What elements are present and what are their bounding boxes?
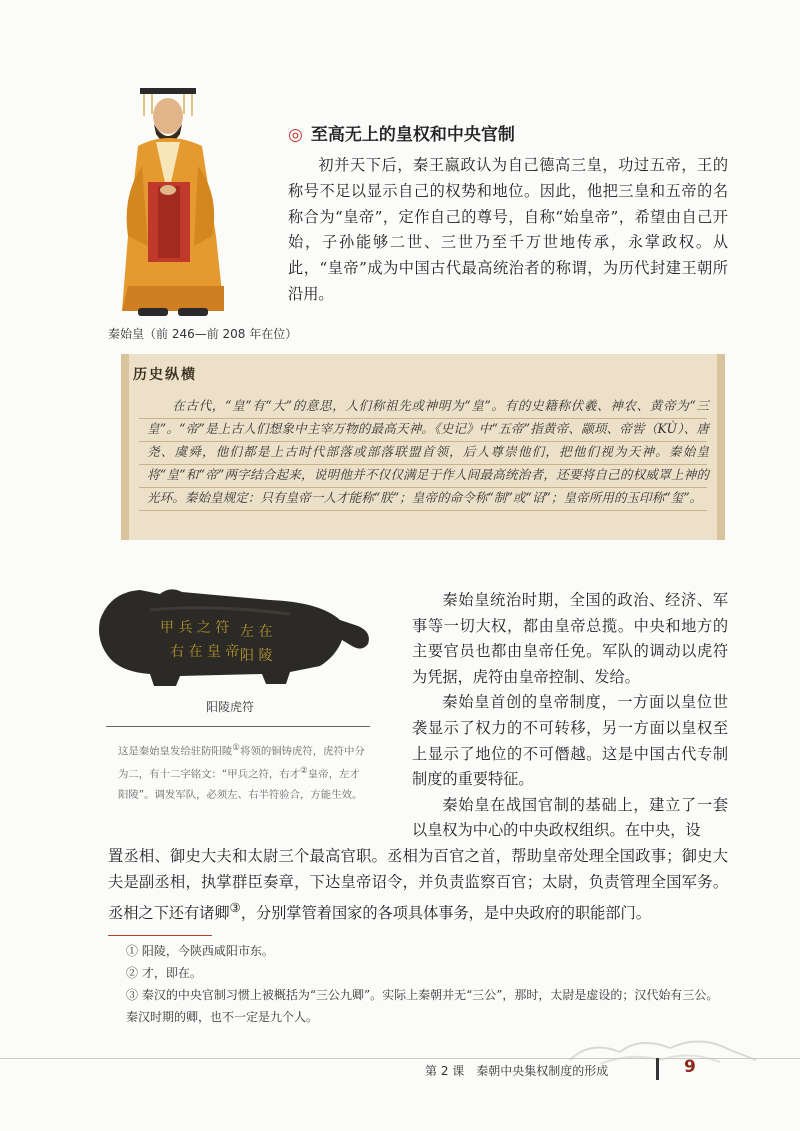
footer-rule [0,1058,800,1059]
footnote-ref: ① [232,743,241,753]
history-sidebar-box [121,354,725,540]
footer-lesson-title: 第 2 课 秦朝中央集权制度的形成 [425,1064,609,1078]
caption-text: 皇帝，左才阳陵”。调发军队，必须左、右半符验合，方能生效。 [118,768,363,801]
tiger-tally-caption [118,738,370,805]
section-title [288,120,515,145]
caption-divider [106,726,370,727]
footnote-ref: ③ [229,900,241,916]
footnote: ② 才，即在。 [126,966,202,980]
svg-text:右 在 皇 帝: 右 在 皇 帝 [170,644,240,660]
footnotes [108,940,730,1028]
footnote-rule [108,935,212,936]
body-text: 置丞相、御史大夫和太尉三个最高官职。丞相为百官之首，帮助皇帝处理全国政事；御史大夫是副丞相，执掌群臣奏章，下达皇帝诏令，并负责监察百官；太尉，负责管理全国军务。丞相之下还有诸卿 [108,847,728,923]
ruled-line [139,510,707,511]
history-box-tag: 历史纵横 [133,367,197,383]
svg-text:左 在: 左 在 [240,624,273,640]
svg-text:甲 兵 之 符: 甲 兵 之 符 [160,620,230,636]
full-width-text [108,844,728,927]
section-bullet-icon: ◎ [288,125,303,145]
page-number: 9 [684,1057,696,1077]
footnote: ③ 秦汉的中央官制习惯上被概括为“三公九卿”。实际上秦朝并无“三公”，那时，太尉是虚设的；汉代始有三公。秦汉时期的卿，也不一定是九个人。 [126,988,719,1024]
caption-text: 这是秦始皇发给驻防阳陵 [118,745,233,758]
history-box-text: 在古代，“皇”有“大”的意思，人们称祖先或神明为“皇”。有的史籍称伏羲、神农、黄帝为“三皇”。“帝”是上古人们想象中主宰万物的最高天神。《史记》中“五帝”指黄帝、颛顼、帝喾（KÙ）、唐尧、虞舜，他们都是上古时代部落或部落联盟首领，后人尊崇他们，把他们视为天神。秦始皇将“皇”和“帝”两字结合起来，说明他并不仅仅满足于作人间最高统治者，还要将自己的权威罩上神的光环。秦始皇规定：只有皇帝一人才能称“朕”；皇帝的命令称“制”或“诏”；皇帝所用的玉印称“玺”。 [147,398,709,505]
body-paragraph: 秦始皇首创的皇帝制度，一方面以皇位世袭显示了权力的不可转移，另一方面以皇权至上显示了地位的不可僭越。这是中国古代专制制度的重要特征。 [412,693,728,789]
box-left-border [121,354,129,540]
right-column-text [412,588,728,844]
intro-paragraph: 初并天下后，秦王嬴政认为自己德高三皇，功过五帝，王的称号不足以显示自己的权势和地位。因此，他把三皇和五帝的名称合为“皇帝”，定作自己的尊号，自称“始皇帝”，希望由自己开始，子孙能够二世、三世乃至千万世地传承，永掌政权。从此，“皇帝”成为中国古代最高统治者的称谓，为历代封建王朝所沿用。 [288,156,728,303]
footer-separator [656,1058,659,1080]
emperor-caption: 秦始皇（前 246—前 208 年在位） [108,327,298,341]
body-paragraph: 秦始皇在战国官制的基础上，建立了一套以皇权为中心的中央政权组织。在中央，设 [412,795,728,840]
tiger-tally-label: 阳陵虎符 [206,700,255,714]
caption-text: 将领的铜铸虎符，虎符中分为二，有十二字铭文：“甲兵之符，右才 [118,745,365,781]
tiger-tally-image [90,580,374,690]
section-title-text: 至高无上的皇权和中央官制 [310,125,515,145]
body-paragraph: 秦始皇统治时期，全国的政治、经济、军事等一切大权，都由皇帝总揽。中央和地方的主要官员也都由皇帝任免。军队的调动以虎符为凭据，虎符由皇帝控制、发给。 [412,591,728,686]
footnote-ref: ② [300,766,308,777]
body-text: ，分别掌管着国家的各项具体事务，是中央政府的职能部门。 [240,904,651,923]
box-right-border [717,354,725,540]
footnote: ① 阳陵，今陕西咸阳市东。 [126,944,274,958]
body-paragraph [108,844,728,927]
svg-text:阳 陵: 阳 陵 [240,648,273,664]
emperor-illustration [108,86,260,318]
